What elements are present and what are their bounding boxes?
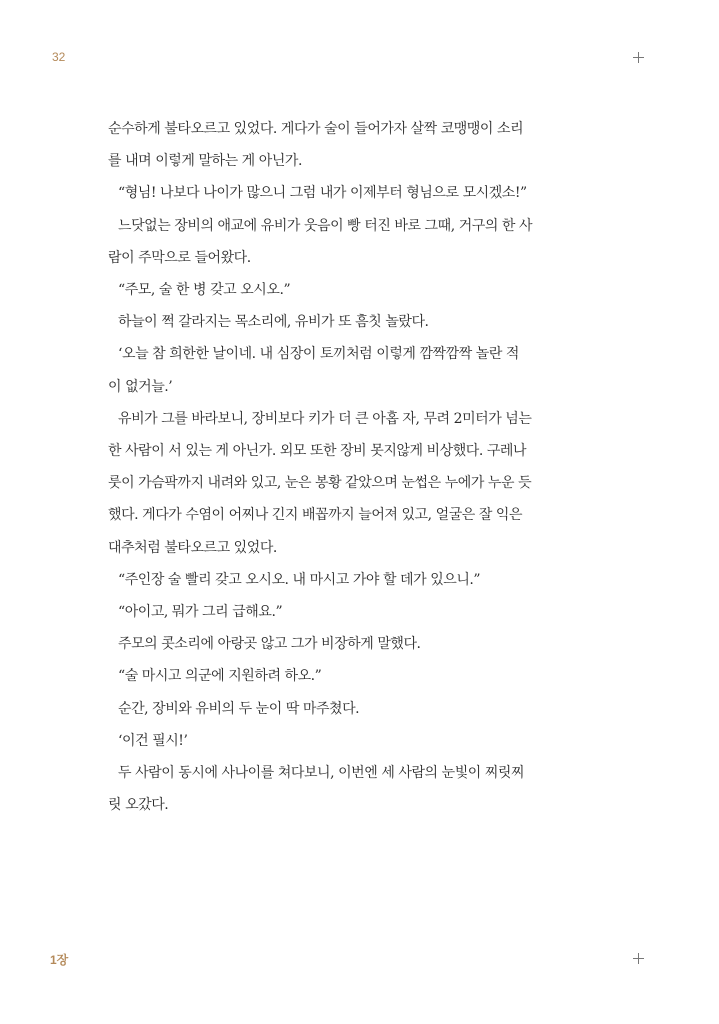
text-line: 순간, 장비와 유비의 두 눈이 딱 마주쳤다.: [118, 700, 360, 717]
paragraph-9: [108, 596, 586, 628]
text-line: “술 마시고 의군에 지원하려 하오.”: [118, 668, 322, 685]
text-line: ‘오늘 참 희한한 날이네. 내 심장이 토끼처럼 이렇게 깜짝깜짝 놀란 적: [118, 346, 519, 363]
text-line: 순수하게 불타오르고 있었다. 게다가 술이 들어가자 살짝 코맹맹이 소리: [108, 121, 524, 137]
crop-mark-top-right: [633, 52, 644, 63]
chapter-label: 1장: [50, 953, 69, 967]
text-line: 느닷없는 장비의 애교에 유비가 웃음이 빵 터진 바로 그때, 거구의 한 사: [118, 217, 533, 234]
text-line: 이 없거늘.’: [108, 378, 173, 395]
paragraph-14: [108, 757, 586, 821]
paragraph-1: [108, 113, 586, 177]
text-line: 대추처럼 불타오르고 있었다.: [108, 539, 277, 556]
text-line: 두 사람이 동시에 사나이를 쳐다보니, 이번엔 세 사람의 눈빛이 찌릿찌: [118, 765, 525, 782]
text-line: 룻이 가슴팍까지 내려와 있고, 눈은 봉황 같았으며 눈썹은 누에가 누운 듯: [108, 475, 532, 492]
text-line: “형님! 나보다 나이가 많으니 그럼 내가 이제부터 형님으로 모시겠소!”: [118, 185, 527, 202]
text-line: ‘이건 필시!’: [118, 732, 188, 749]
paragraph-6: [108, 338, 586, 402]
paragraph-3: [108, 210, 586, 274]
text-line: “아이고, 뭐가 그리 급해요.”: [118, 604, 283, 621]
paragraph-5: [108, 306, 586, 338]
text-line: 했다. 게다가 수염이 어찌나 긴지 배꼽까지 늘어져 있고, 얼굴은 잘 익은: [108, 507, 523, 524]
text-line: 를 내며 이렇게 말하는 게 아닌가.: [108, 153, 302, 170]
paragraph-7: [108, 403, 586, 564]
page-number: 32: [52, 50, 66, 64]
text-line: 유비가 그를 바라보니, 장비보다 키가 더 큰 아홉 자, 무려 2미터가 넘는: [118, 410, 532, 427]
text-line: 주모의 콧소리에 아랑곳 않고 그가 비장하게 말했다.: [118, 636, 421, 653]
text-line: 릿 오갔다.: [108, 797, 169, 814]
paragraph-10: [108, 628, 586, 660]
paragraph-13: [108, 725, 586, 757]
paragraph-12: [108, 693, 586, 725]
paragraph-4: [108, 274, 586, 306]
text-line: “주모, 술 한 병 갖고 오시오.”: [118, 282, 291, 299]
text-line: 하늘이 쩍 갈라지는 목소리에, 유비가 또 흠칫 놀랐다.: [118, 314, 429, 331]
crop-mark-bottom-right: [633, 953, 644, 964]
paragraph-2: [108, 177, 586, 209]
text-line: 한 사람이 서 있는 게 아닌가. 외모 또한 장비 못지않게 비상했다. 구레나: [108, 443, 527, 460]
body-text: [108, 113, 586, 821]
text-line: “주인장 술 빨리 갖고 오시오. 내 마시고 가야 할 데가 있으니.”: [118, 571, 481, 588]
paragraph-8: [108, 564, 586, 596]
paragraph-11: [108, 660, 586, 692]
text-line: 람이 주막으로 들어왔다.: [108, 249, 251, 266]
